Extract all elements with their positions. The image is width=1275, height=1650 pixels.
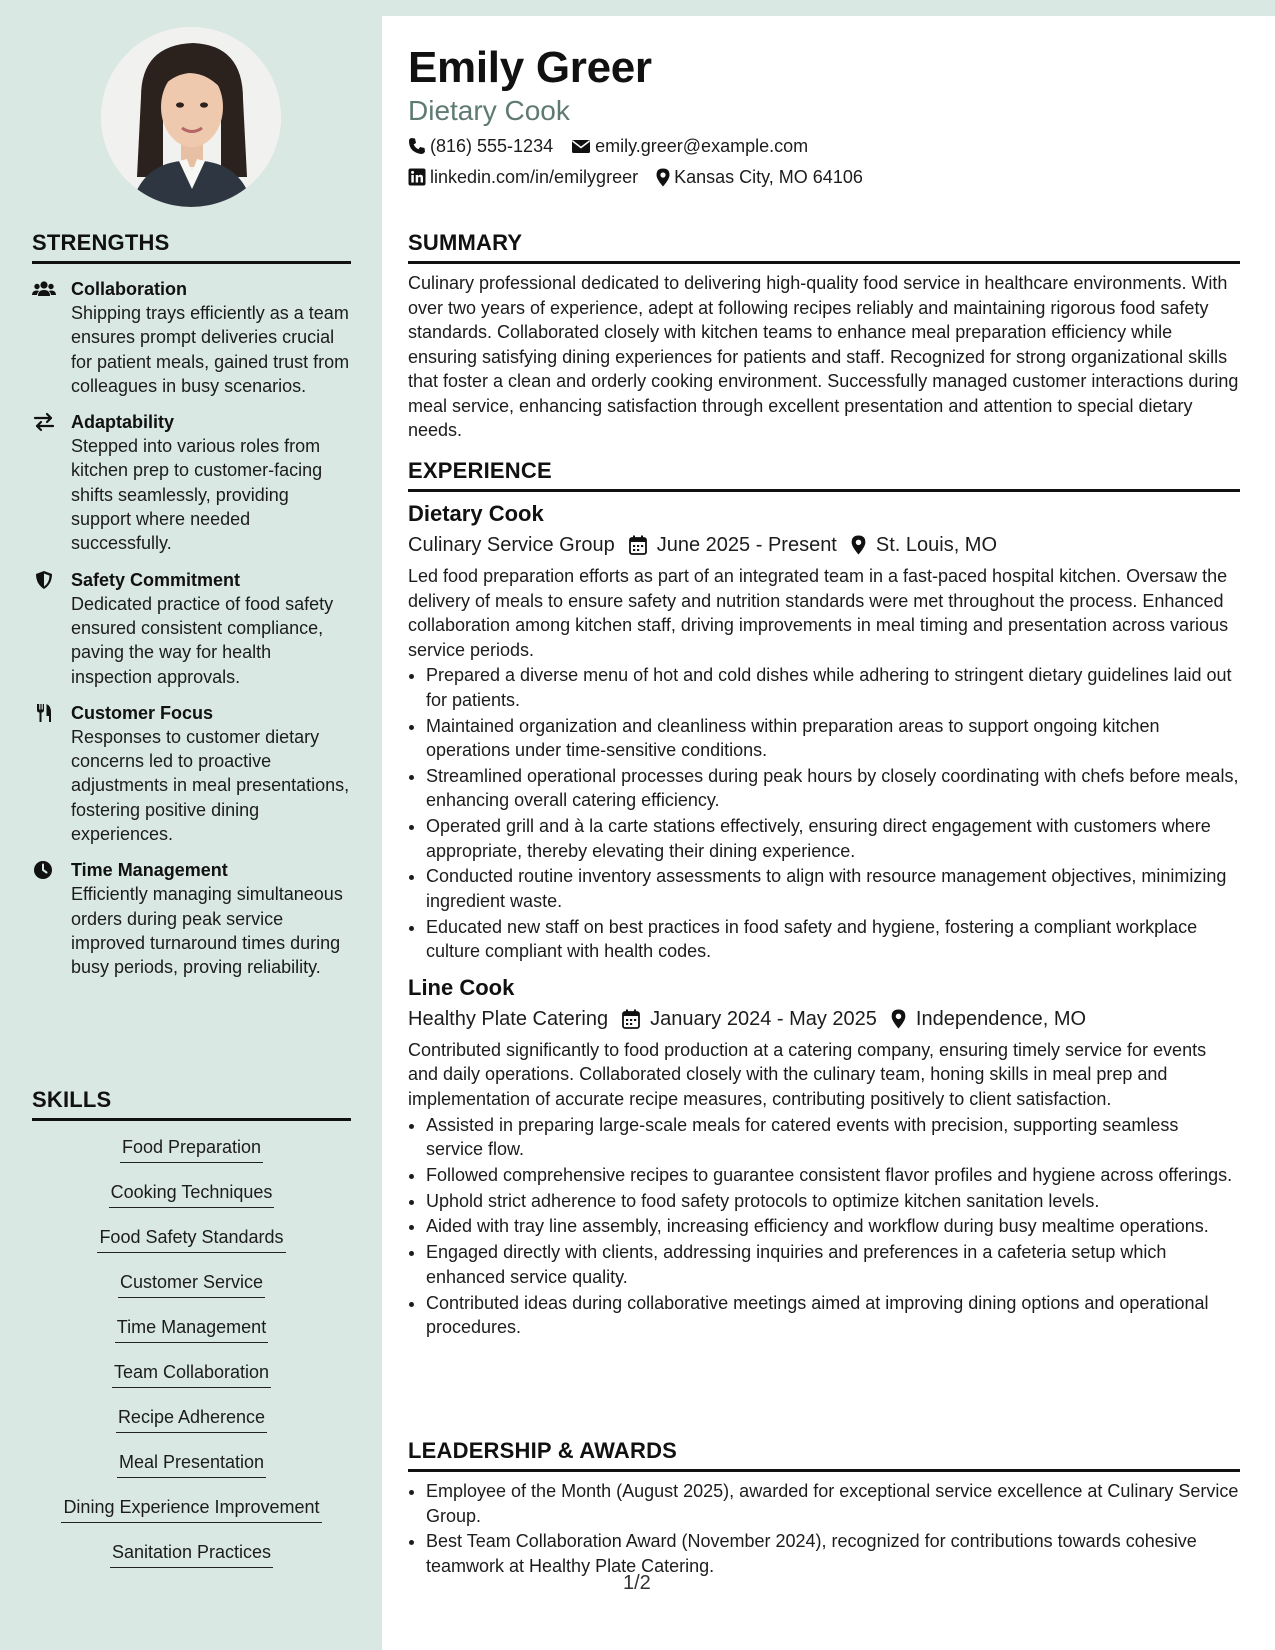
strength-title: Safety Commitment [71,569,241,590]
envelope-icon [571,138,591,154]
strength-title: Adaptability [71,412,175,433]
job-bullet: • Aided with tray line assembly, increasing efficiency and workflow during busy mealtime operations. [426,1214,1240,1239]
candidate-title: Dietary Cook [408,95,570,126]
sidebar [0,0,382,1650]
strength-title: Time Management [71,860,228,881]
contact-email[interactable] [571,135,808,157]
phone-text: (816) 555-1234 [430,136,554,156]
skill-tag: Time Management [115,1315,268,1343]
users-icon [32,279,56,299]
job-description: Contributed significantly to food production at a catering company, ensuring timely service for events and daily operations. Collaborated closely with the culinary team, honing skills in meal prep and implementation of accurate recipe measures, contributing positively to client satisfaction. [408,1039,1207,1109]
skill-tag: Meal Presentation [117,1450,266,1478]
job-bullet: • Operated grill and à la carte stations effectively, ensuring direct engagement with customers where appropriate, thereby elevating their dining experience. [426,814,1240,863]
strengths-section [32,230,351,980]
job-bullet: • Uphold strict adherence to food safety protocols to optimize kitchen sanitation levels. [426,1189,1240,1214]
job-entry [408,974,1240,1340]
strength-description: Stepped into various roles from kitchen prep to customer-facing shifts seamlessly, providing support where needed successfully. [71,436,323,554]
job-entry [408,500,1240,964]
skills-list [32,1135,351,1585]
job-title: Line Cook [408,974,515,1000]
job-dates: June 2025 - Present [656,534,837,556]
job-bullet: • Followed comprehensive recipes to guarantee consistent flavor profiles and hygiene across offerings. [426,1163,1240,1188]
skill-tag: Sanitation Practices [110,1540,273,1568]
summary-section [408,230,1240,443]
calendar-icon [629,535,647,555]
skill-tag: Customer Service [118,1270,265,1298]
map-pin-icon [656,168,670,187]
contact-location [656,166,863,188]
strength-item [32,569,351,689]
strength-description: Shipping trays efficiently as a team ensures prompt deliveries crucial for patient meals, gained trust from colleagues in busy scenarios. [71,303,350,396]
linkedin-icon [408,168,426,186]
shield-icon [32,570,56,590]
job-bullet: • Engaged directly with clients, addressing inquiries and preferences in a cafeteria setup which enhanced service quality. [426,1240,1240,1289]
job-bullet: • Streamlined operational processes during peak hours by closely coordinating with chefs before meals, enhancing overall catering efficiency. [426,764,1240,813]
job-meta [408,532,1240,558]
job-bullet: • Educated new staff on best practices in food safety and hygiene, fostering a compliant workplace culture compliant with health codes. [426,915,1240,964]
award-item: • Employee of the Month (August 2025), awarded for exceptional service excellence at Culinary Service Group. [426,1479,1240,1528]
map-pin-icon [851,535,866,555]
award-item: • Best Team Collaboration Award (November 2024), recognized for contributions towards cohesive teamwork at Healthy Plate Catering. [426,1529,1240,1578]
profile-photo [101,27,281,207]
skill-tag: Food Preparation [120,1135,263,1163]
job-bullet: • Prepared a diverse menu of hot and cold dishes while adhering to stringent dietary guidelines laid out for patients. [426,663,1240,712]
experience-section [408,458,1240,1340]
page-number: 1/2 [623,1572,651,1594]
calendar-icon [622,1009,640,1029]
skill-tag: Team Collaboration [112,1360,271,1388]
strength-item [32,859,351,979]
job-bullet: • Maintained organization and cleanliness within preparation areas to support ongoing kitchen operations under time-sensitive conditions. [426,714,1240,763]
skill-tag: Dining Experience Improvement [61,1495,321,1523]
job-company: Culinary Service Group [408,534,615,556]
experience-heading: EXPERIENCE [408,458,1240,492]
job-bullet: • Contributed ideas during collaborative meetings aimed at improving dining options and operational procedures. [426,1291,1240,1340]
job-bullet: • Conducted routine inventory assessments to align with resource management objectives, minimizing ingredient waste. [426,864,1240,913]
strength-description: Responses to customer dietary concerns led to proactive adjustments in meal presentations, fostering positive dining experiences. [71,726,350,845]
awards-section [408,1438,1240,1578]
strength-item [32,278,351,398]
strength-item [32,411,351,555]
strength-description: Efficiently managing simultaneous orders during peak service improved turnaround times during busy periods, proving reliability. [71,884,343,978]
contact-linkedin[interactable] [408,166,638,188]
skill-tag: Cooking Techniques [109,1180,275,1208]
skills-heading: SKILLS [32,1087,351,1121]
job-description: Led food preparation efforts as part of an integrated team in a fast-paced hospital kitchen. Oversaw the delivery of meals to ensure safety and nutrition standards were met throughout the process. Enhanced collaboration among kitchen staff, driving improvements in meal timing and presentation across various service periods. [408,566,1229,660]
strength-title: Customer Focus [71,702,214,723]
skill-tag: Food Safety Standards [97,1225,285,1253]
strength-title: Collaboration [71,279,187,299]
phone-icon [408,137,426,155]
job-title: Dietary Cook [408,501,544,526]
job-meta [408,1006,1240,1032]
job-location: Independence, MO [915,1007,1087,1030]
job-dates: January 2024 - May 2025 [650,1007,877,1030]
job-bullets [408,1113,1240,1340]
location-text: Kansas City, MO 64106 [674,167,863,187]
utensils-icon [32,703,56,723]
contact-row-1 [408,135,808,157]
email-text: emily.greer@example.com [595,136,809,156]
strength-item [32,702,351,846]
job-location: St. Louis, MO [875,534,998,556]
clock-icon [32,860,56,880]
contact-row-2 [408,166,863,188]
strength-description: Dedicated practice of food safety ensured consistent compliance, paving the way for health inspection approvals. [71,593,334,687]
profile-photo-illustration [101,27,281,207]
skill-tag: Recipe Adherence [116,1405,267,1433]
summary-text: Culinary professional dedicated to delivering high-quality food service in healthcare environments. With over two years of experience, adept at following recipes reliably and maintaining rigorous food safety standards. Collaborated closely with kitchen teams to enhance meal preparation efficiency while ensuring satisfying dining experiences for patients and staff. Recognized for strong organizational skills that foster a clean and orderly cooking environment. Successfully managed customer interactions during meal service, enhancing satisfaction through excellent presentation and attention to special dietary needs. [408,273,1239,440]
awards-list [408,1479,1240,1578]
summary-heading: SUMMARY [408,230,1240,264]
job-company: Healthy Plate Catering [408,1007,609,1030]
job-bullet: • Assisted in preparing large-scale meals for catered events with precision, supporting seamless service flow. [426,1113,1240,1162]
strengths-heading: STRENGTHS [32,230,351,264]
exchange-arrows-icon [32,412,56,432]
awards-heading: LEADERSHIP & AWARDS [408,1438,1240,1472]
job-bullets [408,663,1240,963]
map-pin-icon [891,1009,906,1029]
candidate-name: Emily Greer [408,43,652,92]
linkedin-text: linkedin.com/in/emilygreer [430,167,639,187]
skills-section [32,1087,351,1585]
contact-phone [408,135,553,157]
